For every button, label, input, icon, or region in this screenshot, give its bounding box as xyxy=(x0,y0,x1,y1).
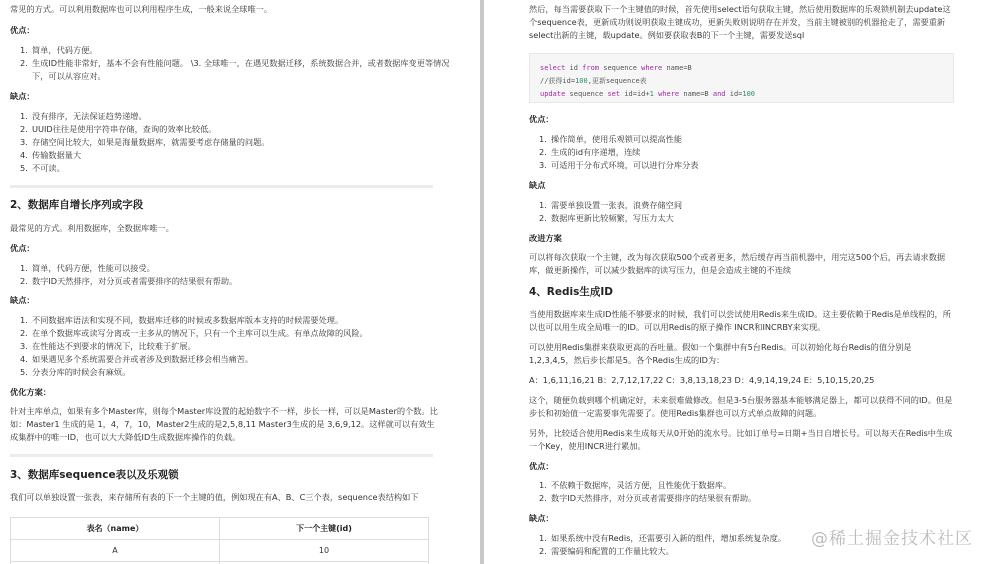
paragraph: 可以使用Redis集群来获取更高的吞吐量。假如一个集群中有5台Redis。可以初始化每台Redis的值分别是1,2,3,4,5，然后步长都是5。各个Redis生成的ID为： xyxy=(529,342,912,365)
list-item: 3. 存储空间比较大，如果是海量数据库，就需要考虑存储量的问题。 xyxy=(20,137,270,147)
column-header: 下一个主键(id) xyxy=(220,518,429,540)
cons-list xyxy=(20,110,450,175)
list-item: 1. 如果系统中没有Redis，还需要引入新的组件，增加系统复杂度。 xyxy=(539,533,786,543)
pros-list xyxy=(20,262,450,288)
list-item: 2. 在单个数据库或读写分离或一主多从的情况下，只有一个主库可以生成。有单点故障的风险。 xyxy=(20,328,368,338)
pros-label: 优点： xyxy=(529,461,554,471)
section-heading: 3、数据库sequence表以及乐观锁 xyxy=(10,469,179,481)
pros-list xyxy=(20,44,450,83)
pros-label: 优点： xyxy=(10,243,35,253)
list-item: 1. 不依赖于数据库，灵活方便，且性能优于数据库。 xyxy=(539,480,732,490)
cons-label: 缺点： xyxy=(10,91,35,101)
code-block: select id from sequence where name=B //获得id=100,更新sequence表 update sequence set id=id+1 where name=B and id=100 xyxy=(529,53,954,103)
list-item: 1. 不同数据库语法和实现不同，数据库迁移的时候或多数据库版本支持的时候需要处理。 xyxy=(20,315,344,325)
list-item: 1. 简单，代码方便。 xyxy=(20,45,98,55)
section-heading: 4、Redis生成ID xyxy=(529,286,613,298)
table-cell: 10 xyxy=(220,540,429,562)
table-cell: A xyxy=(11,540,220,562)
list-item: 3. 在性能达不到要求的情况下，比较难于扩展。 xyxy=(20,341,196,351)
column-header: 表名（name） xyxy=(11,518,220,540)
cons-list xyxy=(539,199,964,225)
list-item: 2. UUID往往是使用字符串存储，查询的效率比较低。 xyxy=(20,124,217,134)
list-item: 2. 需要编码和配置的工作量比较大。 xyxy=(539,546,674,556)
list-item: 4. 如果遇见多个系统需要合并或者涉及到数据迁移会相当痛苦。 xyxy=(20,354,254,364)
list-item: 2. 数字ID天然排序，对分页或者需要排序的结果很有帮助。 xyxy=(539,493,757,503)
list-item: 4. 传输数据量大 xyxy=(20,150,82,160)
improvement-label: 改进方案 xyxy=(529,233,562,243)
sequence-table xyxy=(10,517,429,564)
divider xyxy=(10,454,433,457)
pros-list xyxy=(539,479,964,505)
paragraph: A：1,6,11,16,21 B：2,7,12,17,22 C：3,8,13,18,23 D：4,9,14,19,24 E：5,10,15,20,25 xyxy=(529,375,875,385)
cons-label: 缺点： xyxy=(10,295,35,305)
divider xyxy=(10,185,433,188)
list-item: 3. 可适用于分布式环境，可以进行分库分表 xyxy=(539,160,699,170)
paragraph: 另外，比较适合使用Redis来生成每天从0开始的流水号。比如订单号=日期+当日自增长号。可以每天在Redis中生成一个Key，使用INCR进行累加。 xyxy=(529,428,953,451)
pros-label: 优点： xyxy=(10,25,35,35)
paragraph: 可以将每次获取一个主键，改为每次获取500个或者更多，然后缓存再当前机器中，用完这500个后，再去请求数据库，做更新操作，可以减少数据库的读写压力，但是会造成主键的不连续 xyxy=(529,252,946,275)
pros-label: 优点： xyxy=(529,114,554,124)
paragraph: 常见的方式。可以利用数据库也可以利用程序生成，一般来说全球唯一。 xyxy=(10,4,273,14)
list-item: 2. 数字ID天然排序，对分页或者需要排序的结果很有帮助。 xyxy=(20,276,238,286)
cons-label: 缺点 xyxy=(529,180,546,190)
list-item: 2. 生成的id有序递增，连续 xyxy=(539,147,641,157)
section-heading: 2、数据库自增长序列或字段 xyxy=(10,199,144,211)
document-page-right xyxy=(484,0,987,564)
list-item: 1. 需要单独设置一张表，浪费存储空间 xyxy=(539,200,683,210)
paragraph: 我们可以单独设置一张表，来存储所有表的下一个主键的值，例如现在有A、B、C三个表，sequence表结构如下 xyxy=(10,492,419,502)
list-item: 5. 分表分库的时候会有麻烦。 xyxy=(20,367,131,377)
paragraph: 当使用数据库来生成ID性能不够要求的时候，我们可以尝试使用Redis来生成ID。这主要依赖于Redis是单线程的，所以也可以用生成全局唯一的ID。可以用Redis的原子操作 INCR和INCRBY来实现。 xyxy=(529,309,951,332)
watermark: @稀土掘金技术社区 xyxy=(811,529,973,549)
cons-label: 缺点： xyxy=(529,513,554,523)
list-item: 5. 不可读。 xyxy=(20,163,65,173)
paragraph: 最常见的方式。利用数据库，全数据库唯一。 xyxy=(10,223,174,233)
list-item: 2. 数据库更新比较频繁，写压力太大 xyxy=(539,213,674,223)
pros-list xyxy=(539,133,964,172)
list-item: 1. 没有排序，无法保证趋势递增。 xyxy=(20,111,147,121)
list-item: 1. 简单，代码方便，性能可以接受。 xyxy=(20,263,155,273)
optimization-label: 优化方案： xyxy=(10,387,51,397)
paragraph: 针对主库单点，如果有多个Master库，则每个Master库设置的起始数字不一样，步长一样，可以是Master的个数。比如：Master1 生成的是 1，4，7，10，Master2生成的是2,5,8,11 Master3生成的是 3,6,9,12。这样就可以有效生成集群中的唯一ID，也可以大大降低ID生成数据库操作的负载。 xyxy=(10,406,438,442)
list-item: 2. 生成ID性能非常好，基本不会有性能问题。 \3. 全球唯一，在遇见数据迁移，系统数据合并，或者数据库变更等情况下，可以从容应对。 xyxy=(20,58,450,81)
table-row xyxy=(11,540,429,562)
cons-list xyxy=(20,314,450,379)
list-item: 1. 操作简单，使用乐观锁可以提高性能 xyxy=(539,134,683,144)
paragraph: 这个，随便负载到哪个机确定好，未来很难做修改。但是3-5台服务器基本能够满足器上，都可以获得不同的ID。但是步长和初始值一定需要事先需要了。使用Redis集群也可以方式单点故障的问题。 xyxy=(529,395,953,418)
paragraph: 然后，每当需要获取下一个主键值的时候，首先使用select语句获取主键，然后使用数据库的乐观锁机制去update这个sequence表，更新成功则说明获取主键成功，更新失败则说明存在并发，当前主键被别的机器抢走了，需要重新select出新的主键，载update。例如要获取表B的下一个主键，需要发送sql xyxy=(529,4,951,40)
document-page-left xyxy=(0,0,480,564)
table-header-row xyxy=(11,518,429,540)
